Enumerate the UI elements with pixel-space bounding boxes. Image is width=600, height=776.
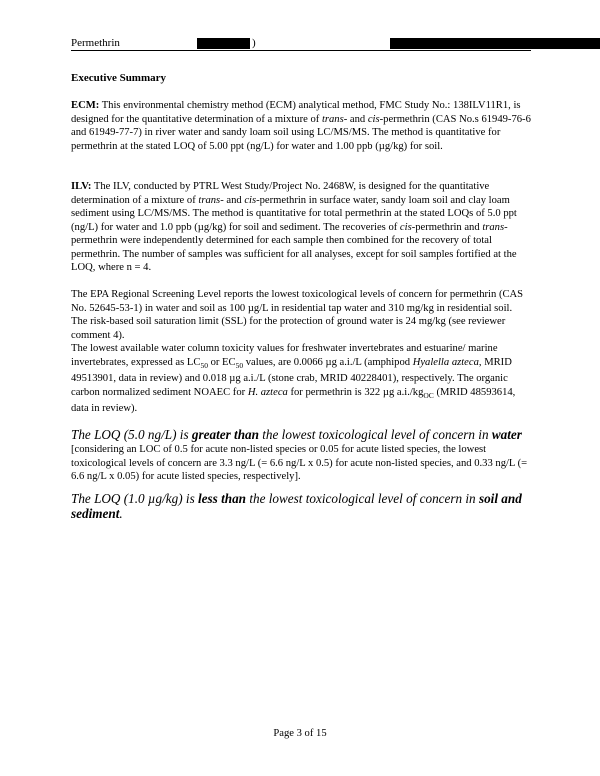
page-number: Page 3 of 15 [273,728,327,739]
ecm-label: ECM: [71,100,100,111]
ecm-text: This environmental chemistry method (ECM) analytical method, FMC Study No.: 138ILV11R1, is designed for the quantitative determination of a mixture of [71,100,521,125]
toxicity-values-text: The lowest available water column toxicity values for freshwater invertebrates and estuarine/ marine invertebrates, expressed as $LC_{50}$ or $EC_{50}$ values, are 0.0066 µg a.i./L (amphipod Hyalella azteca, MRID 49513901, data in review) and 0.018 µg a.i./L (stone crab, MRID 40228401), respectively. The organic carbon normalized sediment NOAEC for H. azteca for permethrin is 322 µg $a.i./kg_{OC}$ (MRID 48593614, data in review). [71,343,516,415]
ecm-trans: trans [321,113,344,125]
ecm-cis: cis [367,113,380,125]
water-loq-statement: The LOQ (5.0 ng/L) is greater than the lowest toxicological level of concern in water [71,427,522,442]
ilv-cis: cis [399,221,412,233]
soil-loq-statement: The LOQ (1.0 µg/kg) is less than the lowest toxicological level of concern in soil and sediment. [71,491,522,521]
section-title: Executive Summary [71,72,167,84]
redaction-box [197,38,250,49]
ilv-text: The ILV, conducted by PTRL West Study/Project No. 2468W, is designed for the quantitative determination of a mixture of [71,181,490,206]
ilv-label: ILV: [71,181,92,192]
header-paren: ) [252,37,256,49]
epa-paragraph [71,288,531,416]
ilv-text: -permethrin and [411,221,483,233]
epa-screening-text: The EPA Regional Screening Level reports the lowest toxicological levels of concern for permethrin (CAS No. 52645-53-1) in water and soil as 100 µg/L in residential tap water and 310 mg/kg in residential soil. The risk-based soil saturation limit (SSL) for the protection of ground water is 24 mg/kg (see reviewer comment 4). [71,289,524,341]
ilv-trans: trans [198,194,221,206]
ilv-text: - and [220,194,245,206]
water-loc-detail: [considering an LOC of 0.5 for acute non-listed species or 0.05 for acute listed species, the lowest toxicological levels of concern are 3.3 ng/L (= 6.6 ng/L x 0.5) for acute non-listed species, and 0.33 ng/L (= 6.6 ng/L x 0.05) for acute listed species, respectively]. [71,444,528,482]
ilv-text: -permethrin were independently determined for each sample then combined for the recovery of total permethrin. The number of samples was sufficient for all analyses, except for soil samples fortified at the LOQ, where n = 4. [71,221,517,273]
ilv-text: -permethrin in surface water, sandy loam soil and clay loam sediment using LC/MS/MS. The method is quantitative for total permethrin at the stated LOQs of 5.0 ppt (ng/L) for water and 1.0 ppb (µg/kg) for soil and sediment. The recoveries of [71,194,517,233]
ilv-cis: cis [244,194,257,206]
ilv-paragraph [71,180,531,275]
page-header [71,36,531,51]
ecm-paragraph [71,99,531,153]
header-chemical-name: Permethrin [71,37,120,49]
ilv-trans: trans [482,221,505,233]
ecm-text: - and [343,113,368,125]
redaction-box [390,38,600,49]
ecm-text: -permethrin (CAS No.s 61949-76-6 and 61949-77-7) in river water and sandy loam soil using LC/MS/MS. The method is quantitative for permethrin at the stated LOQ of 5.00 ppt (ng/L) for water and 1.00 ppb (µg/kg) for soil. [71,113,531,152]
